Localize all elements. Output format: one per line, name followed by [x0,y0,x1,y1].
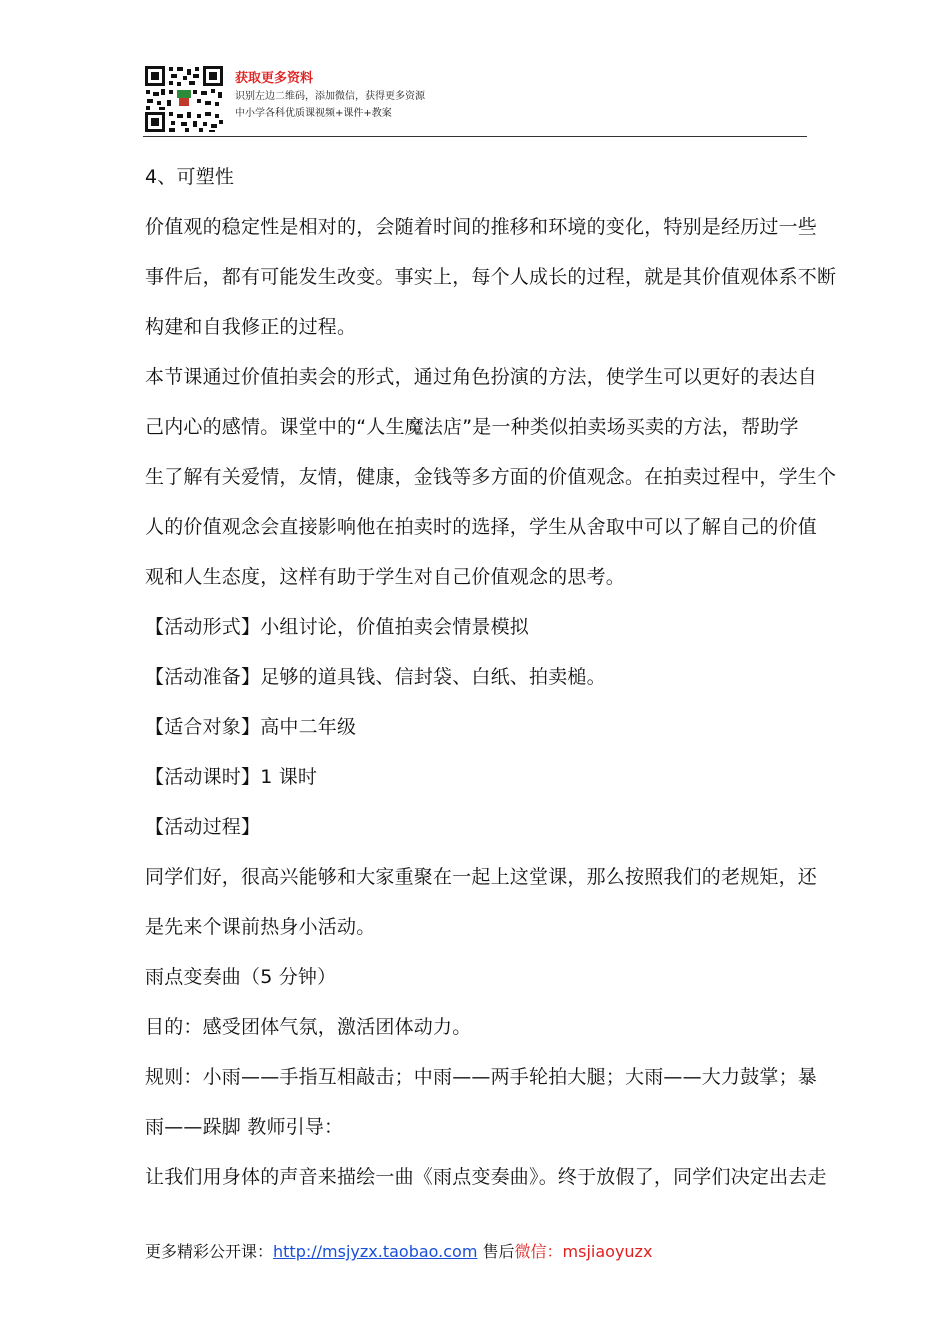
header-line-1: 识别左边二维码，添加微信，获得更多资源 [235,91,425,102]
activity-title: 雨点变奏曲（5 分钟） [145,966,337,988]
target-audience: 【适合对象】高中二年级 [145,716,357,738]
footer [145,1238,809,1266]
activity-goal: 目的：感受团体气氛，激活团体动力。 [145,1016,472,1038]
document-body [145,152,837,1202]
paragraph-line: 同学们好，很高兴能够和大家重聚在一起上这堂课，那么按照我们的老规矩，还 [145,866,818,888]
footer-after-sales: 售后 [477,1242,515,1261]
paragraph-line: 人的价值观念会直接影响他在拍卖时的选择，学生从舍取中可以了解自己的价值 [145,516,818,538]
paragraph-line: 观和人生态度，这样有助于学生对自己价值观念的思考。 [145,566,626,588]
paragraph-line: 是先来个课前热身小活动。 [145,916,376,938]
header-divider [143,136,807,137]
header-text [235,70,425,122]
footer-shop-link[interactable]: http://msjyzx.taobao.com [273,1242,478,1261]
paragraph-line: 价值观的稳定性是相对的，会随着时间的推移和环境的变化，特别是经历过一些 [145,216,818,238]
activity-rules: 规则：小雨——手指互相敲击；中雨——两手轮拍大腿；大雨——大力鼓掌；暴 [145,1066,818,1088]
footer-prefix: 更多精彩公开课： [145,1242,274,1261]
qr-code-icon [143,64,225,134]
paragraph-line: 己内心的感情。课堂中的“人生魔法店”是一种类似拍卖场买卖的方法，帮助学 [145,416,799,438]
header-line-2: 中小学各科优质课视频+课件+教案 [235,108,392,119]
footer-wechat-id: msjiaoyuzx [562,1242,653,1261]
brand-title: 获取更多资料 [235,71,314,86]
activity-preparation: 【活动准备】足够的道具钱、信封袋、白纸、拍卖槌。 [145,666,606,688]
paragraph-line: 事件后，都有可能发生改变。事实上，每个人成长的过程，就是其价值观体系不断 [145,266,837,288]
activity-form: 【活动形式】小组讨论，价值拍卖会情景模拟 [145,616,530,638]
section-heading: 4、可塑性 [145,166,235,188]
paragraph-line: 让我们用身体的声音来描绘一曲《雨点变奏曲》。终于放假了，同学们决定出去走 [145,1166,827,1188]
paragraph-line: 本节课通过价值拍卖会的形式，通过角色扮演的方法，使学生可以更好的表达自 [145,366,818,388]
paragraph-line: 构建和自我修正的过程。 [145,316,357,338]
paragraph-line: 雨——跺脚 教师引导： [145,1116,344,1138]
footer-wechat-label: 微信： [514,1242,563,1261]
class-hours: 【活动课时】1 课时 [145,766,318,788]
paragraph-line: 生了解有关爱情，友情，健康，金钱等多方面的价值观念。在拍卖过程中，学生个 [145,466,837,488]
activity-process: 【活动过程】 [145,816,261,838]
header-banner [143,64,808,136]
